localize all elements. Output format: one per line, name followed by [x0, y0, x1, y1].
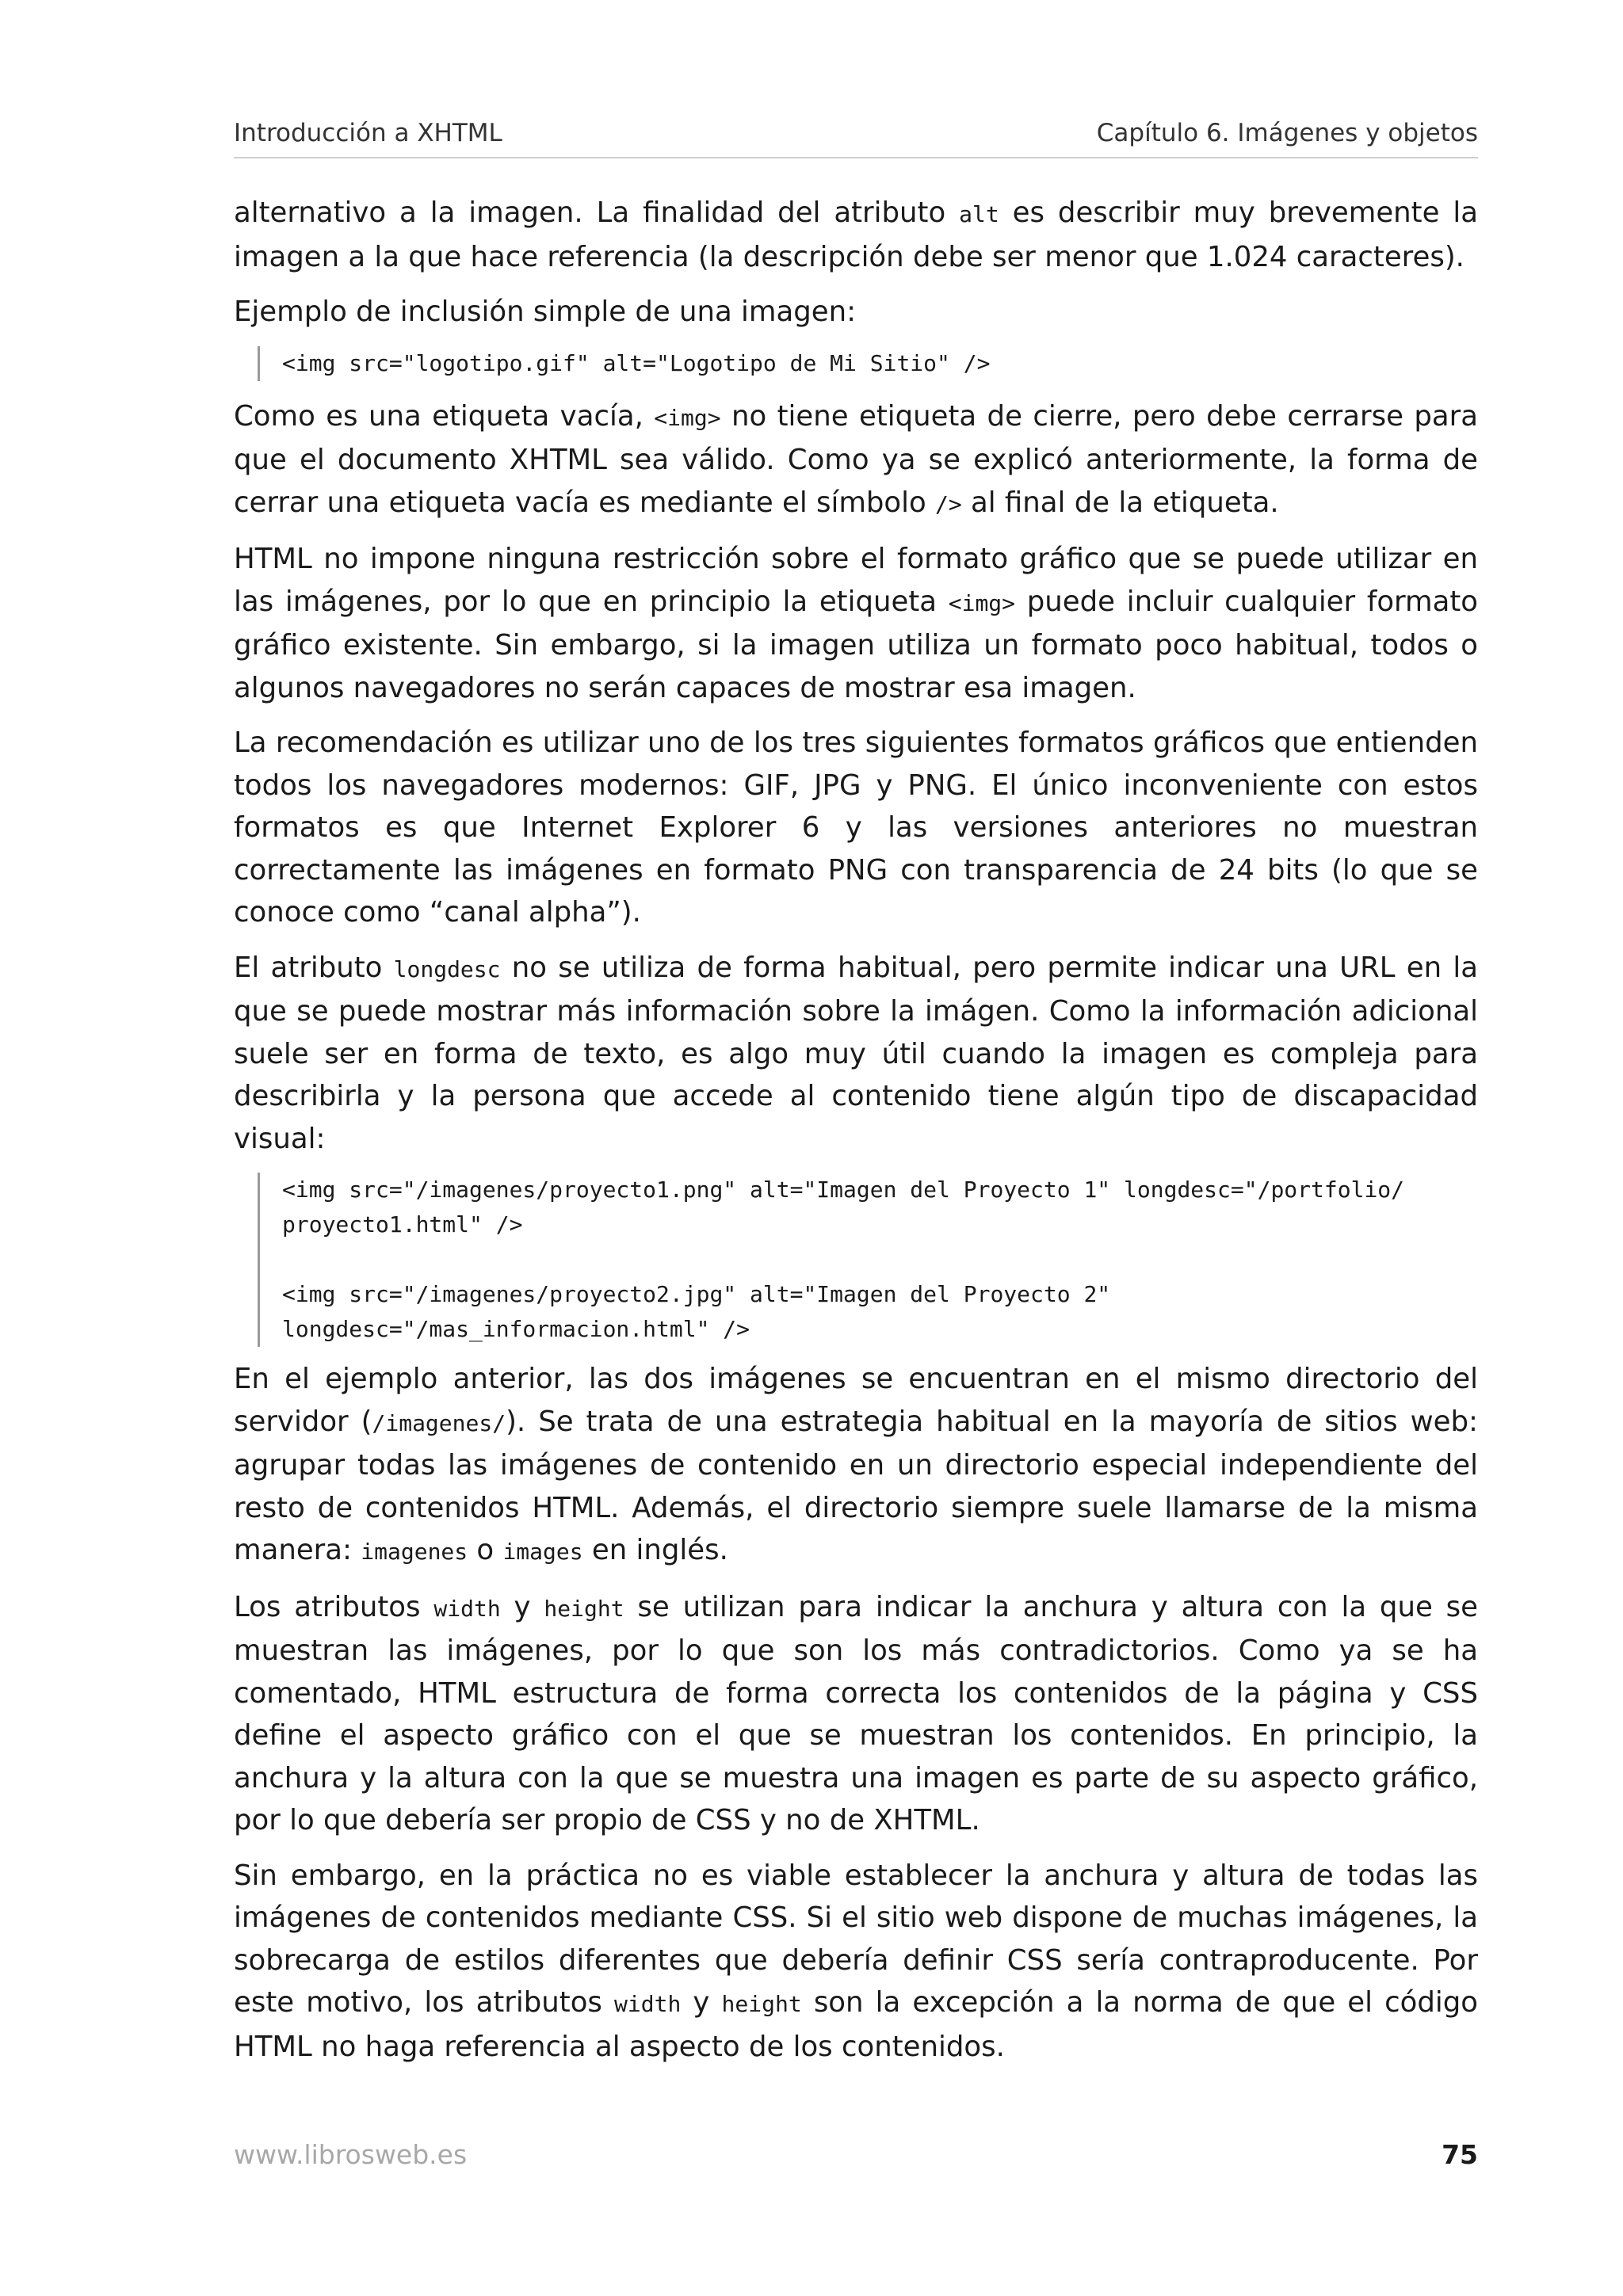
inline-code: height	[721, 1991, 802, 2017]
document-page	[234, 0, 1478, 2296]
paragraph-example-intro: Ejemplo de inclusión simple de una imagen:	[234, 296, 857, 328]
inline-code: imagenes	[361, 1539, 468, 1565]
code-example-longdesc: <img src="/imagenes/proyecto1.png" alt="Imagen del Proyecto 1" longdesc="/portfolio/ proyecto1.html" /> <img src="/imagenes/proyecto2.jpg" alt="Imagen del Proyecto 2" longdesc="/mas_informacion.html" />	[258, 1173, 1478, 1347]
inline-code: width	[433, 1595, 501, 1622]
body-text	[234, 192, 1478, 2081]
paragraph-alt-attribute: alternativo a la imagen. La finalidad del atributo alt es describir muy brevemente la imagen a la que hace referencia (la descripción debe ser menor que 1.024 caracteres).	[234, 196, 1478, 273]
paragraph-recommendation: La recomendación es utilizar uno de los tres siguientes formatos gráficos que entienden todos los navegadores modernos: GIF, JPG y PNG. El único inconveniente con estos formatos es que Internet Explorer 6 y las versiones anteriores no muestran correctamente las imágenes en formato PNG con transparencia de 24 bits (lo que se conoce como “canal alpha”).	[234, 727, 1478, 929]
paragraph-longdesc: El atributo longdesc no se utiliza de forma habitual, pero permite indicar una URL en la que se puede mostrar más información sobre la imágen. Como la información adicional suele ser en forma de texto, es algo muy útil cuando la imagen es compleja para describirla y la persona que accede al contenido tiene algún tipo de discapacidad visual:	[234, 951, 1479, 1155]
footer-website: www.librosweb.es	[234, 2139, 468, 2170]
inline-code: images	[502, 1539, 583, 1565]
inline-code: <img>	[654, 404, 721, 431]
inline-code: />	[935, 490, 962, 517]
inline-code: longdesc	[393, 955, 501, 982]
inline-code: /imagenes/	[372, 1409, 506, 1436]
paragraph-formats: HTML no impone ninguna restricción sobre el formato gráfico que se puede utilizar en las imágenes, por lo que en principio la etiqueta <img> puede incluir cualquier formato gráfico existente. Sin embargo, si la imagen utiliza un formato poco habitual, todos o algunos navegadores no serán capaces de mostrar esa imagen.	[234, 543, 1478, 704]
paragraph-width-height: Los atributos width y height se utilizan para indicar la anchura y altura con la que se muestran las imágenes, por lo que son los más contradictorios. Como ya se ha comentado, HTML estructura de forma correcta los contenidos de la página y CSS define el aspecto gráfico con el que se muestran los contenidos. En principio, la anchura y la altura con la que se muestra una imagen es parte de su aspecto gráfico, por lo que debería ser propio de CSS y no de XHTML.	[234, 1590, 1479, 1836]
inline-code: <img>	[948, 589, 1016, 616]
inline-code: width	[614, 1991, 682, 2017]
paragraph-directory: En el ejemplo anterior, las dos imágenes se encuentran en el mismo directorio del servidor (/imagenes/). Se trata de una estrategia habitual en la mayoría de sitios web: agrupar todas las imágenes de contenido en un directorio especial independiente del resto de contenidos HTML. Además, el directorio siempre suele llamarse de la misma manera: imagenes o images en inglés.	[234, 1363, 1479, 1566]
paragraph-practice: Sin embargo, en la práctica no es viable establecer la anchura y altura de todas las imágenes de contenidos mediante CSS. Si el sitio web dispone de muchas imágenes, la sobrecarga de estilos diferentes que debería definir CSS sería contraproducente. Por este motivo, los atributos width y height son la excepción a la norma de que el código HTML no haga referencia al aspecto de los contenidos.	[234, 1859, 1478, 2063]
running-header	[234, 119, 1478, 158]
header-chapter-title: Capítulo 6. Imágenes y objetos	[1096, 119, 1478, 147]
header-book-title: Introducción a XHTML	[234, 119, 502, 147]
inline-code: height	[544, 1595, 624, 1622]
inline-code: alt	[959, 201, 999, 227]
page-number: 75	[1442, 2139, 1478, 2170]
paragraph-empty-tag: Como es una etiqueta vacía, <img> no tiene etiqueta de cierre, pero debe cerrarse para que el documento XHTML sea válido. Como ya se explicó anteriormente, la forma de cerrar una etiqueta vacía es mediante el símbolo /> al final de la etiqueta.	[234, 399, 1478, 519]
code-example-simple: <img src="logotipo.gif" alt="Logotipo de Mi Sitio" />	[258, 346, 1478, 381]
